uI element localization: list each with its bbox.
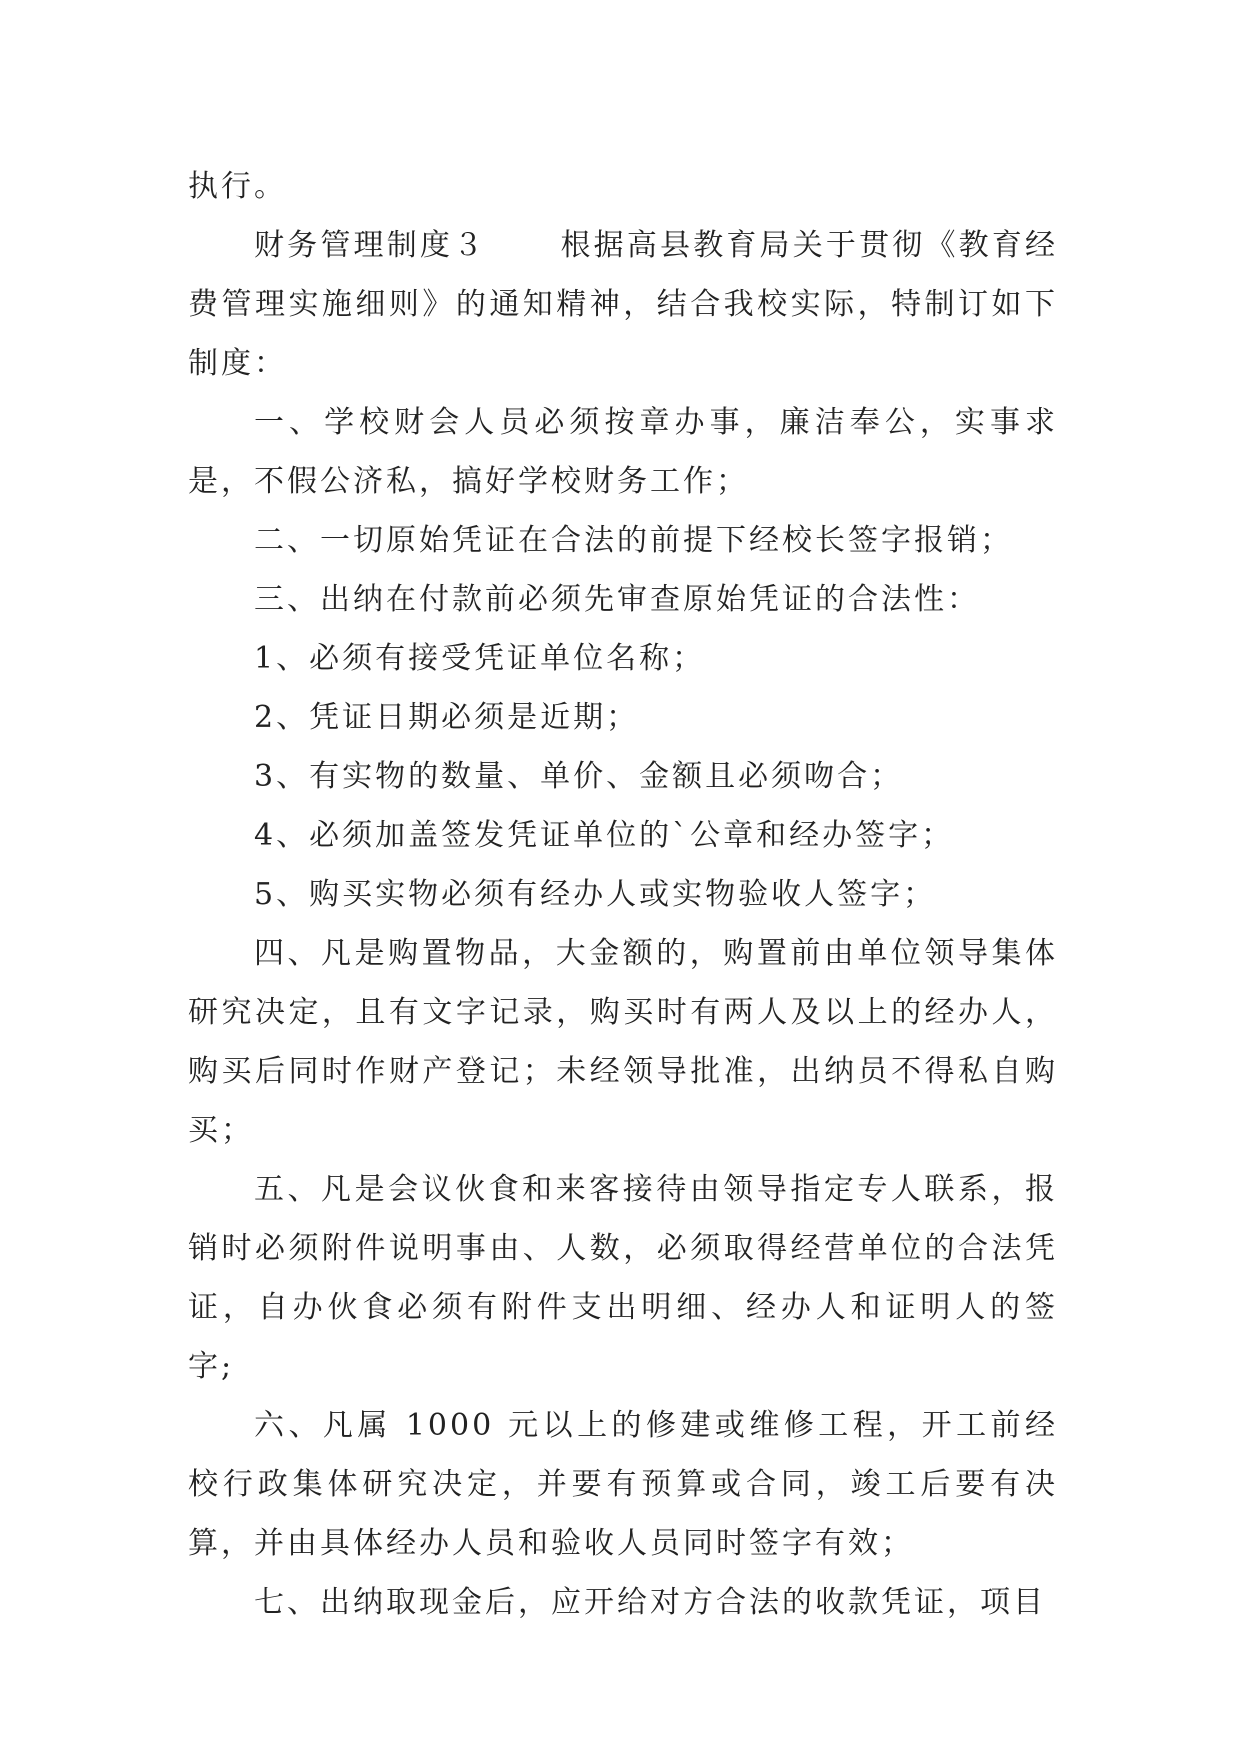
sub-item-paragraph: 2、凭证日期必须是近期；: [254, 700, 640, 735]
section-title: 财务管理制度３: [254, 228, 487, 263]
sub-item-paragraph: 4、必须加盖签发凭证单位的`公章和经办签字；: [254, 818, 955, 853]
item-paragraph: 二、一切原始凭证在合法的前提下经校长签字报销；: [254, 523, 1013, 558]
document-body: [188, 157, 1058, 1632]
sub-item-paragraph: 1、必须有接受凭证单位名称；: [254, 641, 706, 676]
item-paragraph: 五、凡是会议伙食和来客接待由领导指定专人联系，报销时必须附件说明事由、人数，必须取得经营单位的合法凭证，自办伙食必须有附件支出明细、经办人和证明人的签字;: [188, 1172, 1058, 1384]
item-paragraph: 六、凡属 1000 元以上的修建或维修工程，开工前经校行政集体研究决定，并要有预算或合同，竣工后要有决算，并由具体经办人员和验收人员同时签字有效；: [188, 1408, 1058, 1561]
item-paragraph: 三、出纳在付款前必须先审查原始凭证的合法性：: [254, 582, 980, 617]
continuation-line: 执行。: [188, 169, 287, 204]
intro-paragraph: [188, 216, 1058, 393]
item-paragraph: 七、出纳取现金后，应开给对方合法的收款凭证，项目: [254, 1585, 1046, 1620]
intro-text: 根据高县教育局关于贯彻《教育经费管理实施细则》的通知精神，结合我校实际，特制订如下制度：: [188, 228, 1059, 381]
item-paragraph: 四、凡是购置物品，大金额的，购置前由单位领导集体研究决定，且有文字记录，购买时有两人及以上的经办人，购买后同时作财产登记；未经领导批准，出纳员不得私自购买；: [188, 936, 1058, 1148]
item-paragraph: 一、学校财会人员必须按章办事，廉洁奉公，实事求是，不假公济私，搞好学校财务工作；: [188, 405, 1058, 499]
sub-item-paragraph: 3、有实物的数量、单价、金额且必须吻合；: [254, 759, 904, 794]
sub-item-paragraph: 5、购买实物必须有经办人或实物验收人签字；: [254, 877, 937, 912]
